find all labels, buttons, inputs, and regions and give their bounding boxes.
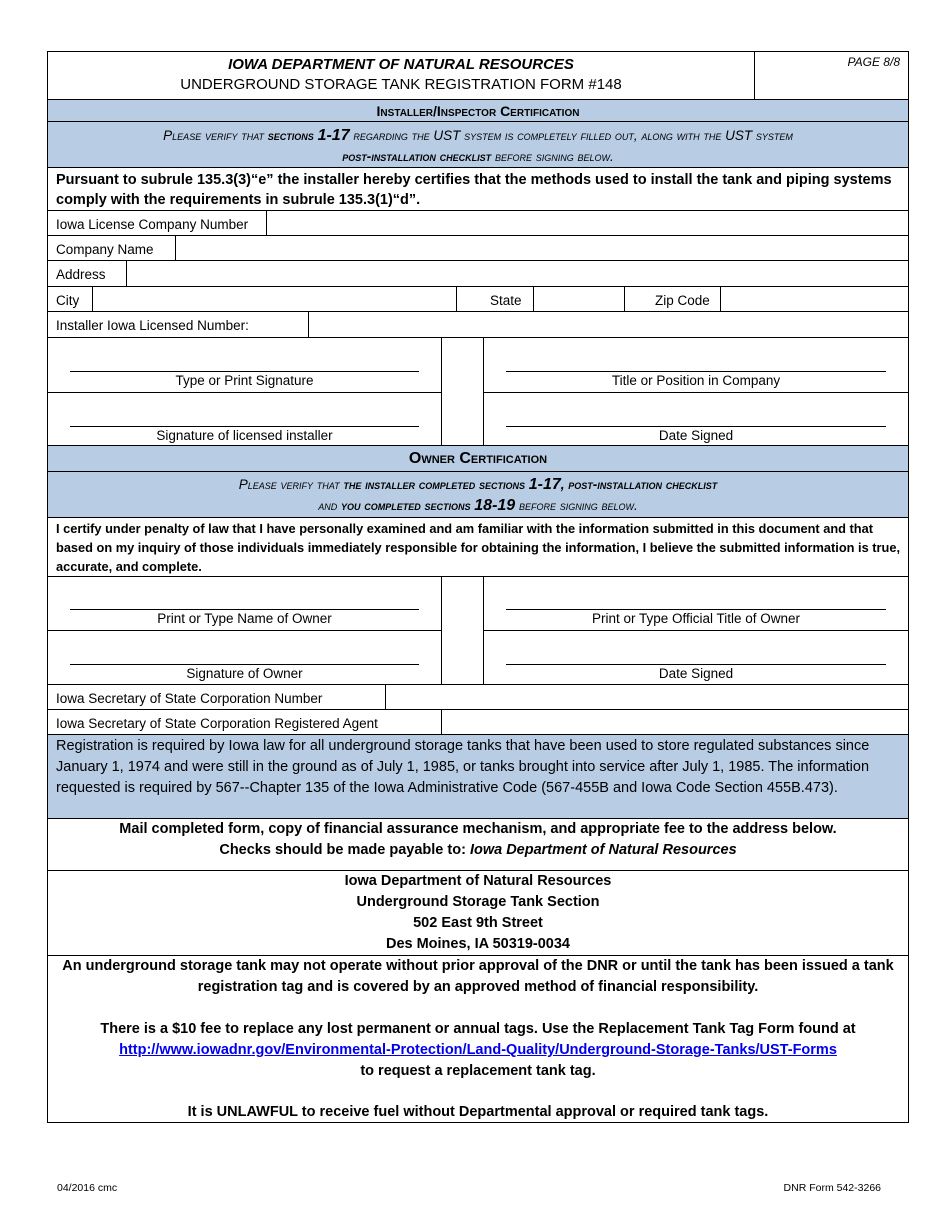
installer-signature-block bbox=[48, 337, 908, 445]
state-field[interactable] bbox=[533, 287, 624, 311]
installer-license-label: Installer Iowa Licensed Number: bbox=[56, 318, 249, 333]
state-label: State bbox=[456, 287, 533, 311]
owner-statement: I certify under penalty of law that I have personally examined and am familiar with the information submitted in this document and that based on my inquiry of those individuals immediately responsible for obtaining the information, I believe the submitted information is true, accurate, and complete. bbox=[56, 521, 900, 574]
zip-label: Zip Code bbox=[624, 287, 720, 311]
owner-verify-note: Please verify that the installer completed sections 1-17, post-installation checklist and you completed sections 18-19 before signing below. bbox=[48, 471, 908, 517]
signature-line bbox=[70, 609, 419, 610]
licensed-installer-signature-label: Signature of licensed installer bbox=[156, 428, 333, 443]
installer-statement: Pursuant to subrule 135.3(3)“e” the installer hereby certifies that the methods used to install the tank and piping systems comply with the requirements in subrule 135.3(1)“d”. bbox=[56, 172, 892, 208]
installer-section-title: Installer/Inspector Certification bbox=[376, 103, 580, 119]
owner-signature-label: Signature of Owner bbox=[186, 666, 303, 681]
installer-section-header bbox=[48, 99, 908, 121]
installer-verify-note: Please verify that sections 1-17 regarding the UST system is completely filled out, along with the UST system post-installation checklist before signing below. bbox=[48, 121, 908, 167]
owner-statement-row bbox=[48, 517, 908, 576]
address-line-4: Des Moines, IA 50319-0034 bbox=[385, 936, 571, 952]
license-company-label: Iowa License Company Number bbox=[56, 217, 249, 232]
footer-revision: 04/2016 cmc bbox=[57, 1182, 118, 1194]
owner-section-header bbox=[48, 445, 908, 471]
owner-title-label: Print or Type Official Title of Owner bbox=[591, 611, 801, 626]
spacer-column bbox=[441, 577, 483, 684]
agency-title: IOWA DEPARTMENT OF NATURAL RESOURCES bbox=[228, 56, 574, 73]
registration-note-row bbox=[48, 734, 908, 818]
payee-name: Iowa Department of Natural Resources bbox=[469, 842, 737, 858]
address-label: Address bbox=[56, 267, 106, 282]
form-header bbox=[48, 52, 908, 99]
mailing-address bbox=[48, 870, 908, 955]
zip-field[interactable] bbox=[720, 287, 908, 311]
city-label: City bbox=[56, 293, 80, 308]
owner-signature-block bbox=[48, 576, 908, 684]
signature-line bbox=[506, 371, 886, 372]
owner-date-signed-label: Date Signed bbox=[658, 666, 734, 681]
license-company-field[interactable] bbox=[266, 211, 908, 235]
corp-number-field[interactable] bbox=[385, 685, 908, 709]
address-line-2: Underground Storage Tank Section bbox=[356, 894, 600, 910]
signature-line bbox=[70, 371, 419, 372]
mail-line-2: Checks should be made payable to: bbox=[219, 842, 470, 858]
footer-form-number: DNR Form 542-3266 bbox=[783, 1182, 881, 1194]
registration-form bbox=[47, 51, 909, 1123]
corp-agent-label: Iowa Secretary of State Corporation Registered Agent bbox=[56, 716, 378, 731]
operate-notice: An underground storage tank may not operate without prior approval of the DNR or until the tank has been issued a tank registration tag and is covered by an approved method of financial responsibility. bbox=[62, 958, 894, 995]
owner-section-title: Owner Certification bbox=[408, 450, 548, 467]
form-title: UNDERGROUND STORAGE TANK REGISTRATION FORM #148 bbox=[180, 76, 622, 93]
signature-line bbox=[506, 426, 886, 427]
spacer-column bbox=[441, 338, 483, 445]
notice-section bbox=[48, 955, 908, 1122]
address-line-3: 502 East 9th Street bbox=[413, 915, 543, 931]
company-name-field[interactable] bbox=[175, 236, 908, 260]
company-name-label: Company Name bbox=[56, 242, 154, 257]
signature-line bbox=[506, 664, 886, 665]
mail-line-1: Mail completed form, copy of financial assurance mechanism, and appropriate fee to the address below. bbox=[119, 821, 837, 837]
address-field[interactable] bbox=[126, 261, 908, 286]
signature-line bbox=[70, 664, 419, 665]
address-line-1: Iowa Department of Natural Resources bbox=[344, 873, 612, 889]
signature-line bbox=[70, 426, 419, 427]
installer-license-field[interactable] bbox=[308, 312, 908, 337]
mail-instructions bbox=[48, 818, 908, 870]
installer-statement-row bbox=[48, 167, 908, 210]
corp-number-label: Iowa Secretary of State Corporation Number bbox=[56, 691, 323, 706]
owner-name-label: Print or Type Name of Owner bbox=[157, 611, 332, 626]
city-field[interactable] bbox=[92, 287, 456, 311]
installer-date-signed-label: Date Signed bbox=[658, 428, 734, 443]
fee-notice: There is a $10 fee to replace any lost permanent or annual tags. Use the Replacement Tank Tag Form found at bbox=[100, 1021, 856, 1037]
unlawful-notice: It is UNLAWFUL to receive fuel without Departmental approval or required tank tags. bbox=[187, 1104, 769, 1120]
type-print-signature-label: Type or Print Signature bbox=[175, 373, 314, 388]
signature-line bbox=[506, 609, 886, 610]
corp-agent-field[interactable] bbox=[441, 710, 908, 734]
ust-forms-link[interactable]: http://www.iowadnr.gov/Environmental-Protection/Land-Quality/Underground-Storage-Tanks/UST-Forms bbox=[119, 1042, 837, 1058]
request-notice: to request a replacement tank tag. bbox=[360, 1063, 596, 1079]
title-position-label: Title or Position in Company bbox=[611, 373, 781, 388]
page-number: PAGE 8/8 bbox=[754, 52, 908, 99]
registration-note: Registration is required by Iowa law for all underground storage tanks that have been used to store regulated substances since January 1, 1974 and were still in the ground as of July 1, 1985, or tanks brought into service after July 1, 1985. The information requested is required by 567--Chapter 135 of the Iowa Administrative Code (567-455B and Iowa Code Section 455B.473). bbox=[56, 738, 870, 796]
